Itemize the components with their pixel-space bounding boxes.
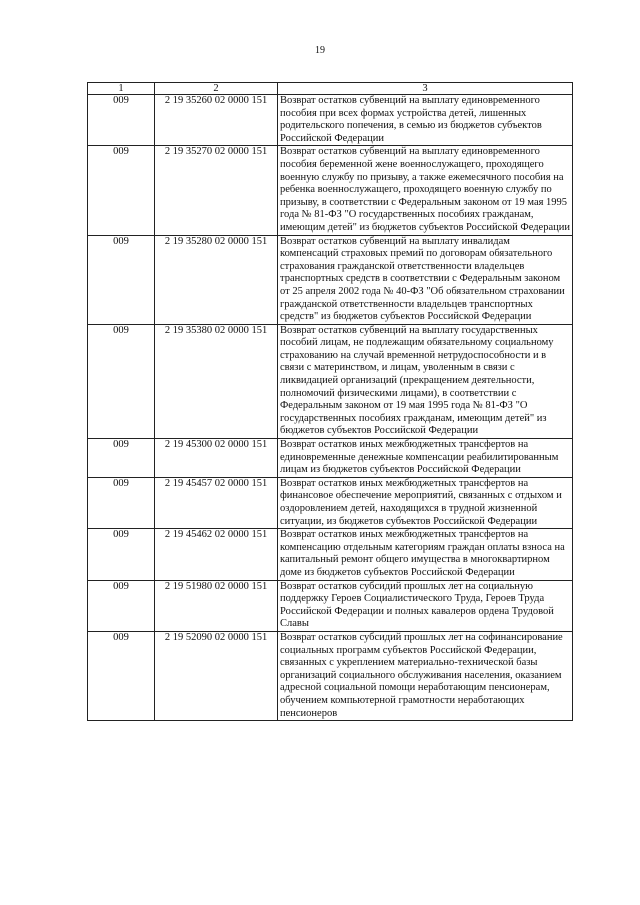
budget-code-cell: 2 19 52090 02 0000 151 [155,631,278,720]
table-header-row [88,83,573,95]
budget-code-cell: 2 19 45457 02 0000 151 [155,477,278,528]
budget-code-cell: 2 19 35260 02 0000 151 [155,95,278,146]
table-row [88,439,573,478]
page-number: 19 [315,45,325,56]
income-name-cell: Возврат остатков иных межбюджетных трансфертов на компенсацию отдельным категориям граждан оплаты взноса на капитальный ремонт общего имущества в многоквартирном доме из бюджетов субъектов Российской Федерации [278,529,573,580]
column-header-2: 2 [155,83,278,95]
table-row [88,235,573,324]
budget-code-cell: 2 19 51980 02 0000 151 [155,580,278,631]
column-header-1: 1 [88,83,155,95]
admin-code-cell: 009 [88,580,155,631]
table-row [88,477,573,528]
budget-code-cell: 2 19 35270 02 0000 151 [155,146,278,235]
column-header-3: 3 [278,83,573,95]
table-row [88,529,573,580]
table-row [88,324,573,438]
admin-code-cell: 009 [88,477,155,528]
table-row [88,146,573,235]
income-name-cell: Возврат остатков субвенций на выплату единовременного пособия беременной жене военнослужащего, проходящего военную службу по призыву, а также ежемесячного пособия на ребенка военнослужащего, проходящего военную службу по призыву, в соответствии с Федеральным законом от 19 мая 1995 года № 81-ФЗ "О государственных пособиях гражданам, имеющим детей" из бюджетов субъектов Российской Федерации [278,146,573,235]
budget-code-cell: 2 19 45462 02 0000 151 [155,529,278,580]
income-name-cell: Возврат остатков иных межбюджетных трансфертов на финансовое обеспечение мероприятий, связанных с отдыхом и оздоровлением детей, находящихся в трудной жизненной ситуации, из бюджетов субъектов Российской Федерации [278,477,573,528]
table-row [88,95,573,146]
admin-code-cell: 009 [88,235,155,324]
admin-code-cell: 009 [88,439,155,478]
budget-code-cell: 2 19 45300 02 0000 151 [155,439,278,478]
income-name-cell: Возврат остатков субсидий прошлых лет на социальную поддержку Героев Социалистического Труда, Героев Труда Российской Федерации и полных кавалеров ордена Трудовой Славы [278,580,573,631]
admin-code-cell: 009 [88,324,155,438]
admin-code-cell: 009 [88,95,155,146]
table-row [88,580,573,631]
budget-code-cell: 2 19 35380 02 0000 151 [155,324,278,438]
admin-code-cell: 009 [88,529,155,580]
income-name-cell: Возврат остатков субвенций на выплату единовременного пособия при всех формах устройства детей, лишенных родительского попечения, в семью из бюджетов субъектов Российской Федерации [278,95,573,146]
income-name-cell: Возврат остатков иных межбюджетных трансфертов на единовременные денежные компенсации реабилитированным лицам из бюджетов субъектов Российской Федерации [278,439,573,478]
budget-code-cell: 2 19 35280 02 0000 151 [155,235,278,324]
admin-code-cell: 009 [88,631,155,720]
table-row [88,631,573,720]
admin-code-cell: 009 [88,146,155,235]
income-name-cell: Возврат остатков субсидий прошлых лет на софинансирование социальных программ субъектов Российской Федерации, связанных с укреплением материально-технической базы организаций социального обслуживания населения, оказанием адресной социальной помощи неработающим пенсионерам, обучением компьютерной грамотности неработающих пенсионеров [278,631,573,720]
income-name-cell: Возврат остатков субвенций на выплату инвалидам компенсаций страховых премий по договорам обязательного страхования гражданской ответственности владельцев транспортных средств в соответствии с Федеральным законом от 25 апреля 2002 года № 40-ФЗ "Об обязательном страховании гражданской ответственности владельцев транспортных средств" из бюджетов субъектов Российской Федерации [278,235,573,324]
budget-codes-table [87,82,573,721]
income-name-cell: Возврат остатков субвенций на выплату государственных пособий лицам, не подлежащим обязательному социальному страхованию на случай временной нетрудоспособности и в связи с материнством, и лицам, уволенным в связи с ликвидацией организаций (прекращением деятельности, полномочий физическими лицами), в соответствии с Федеральным законом от 19 мая 1995 года № 81-ФЗ "О государственных пособиях гражданам, имеющим детей" из бюджетов субъектов Российской Федерации [278,324,573,438]
